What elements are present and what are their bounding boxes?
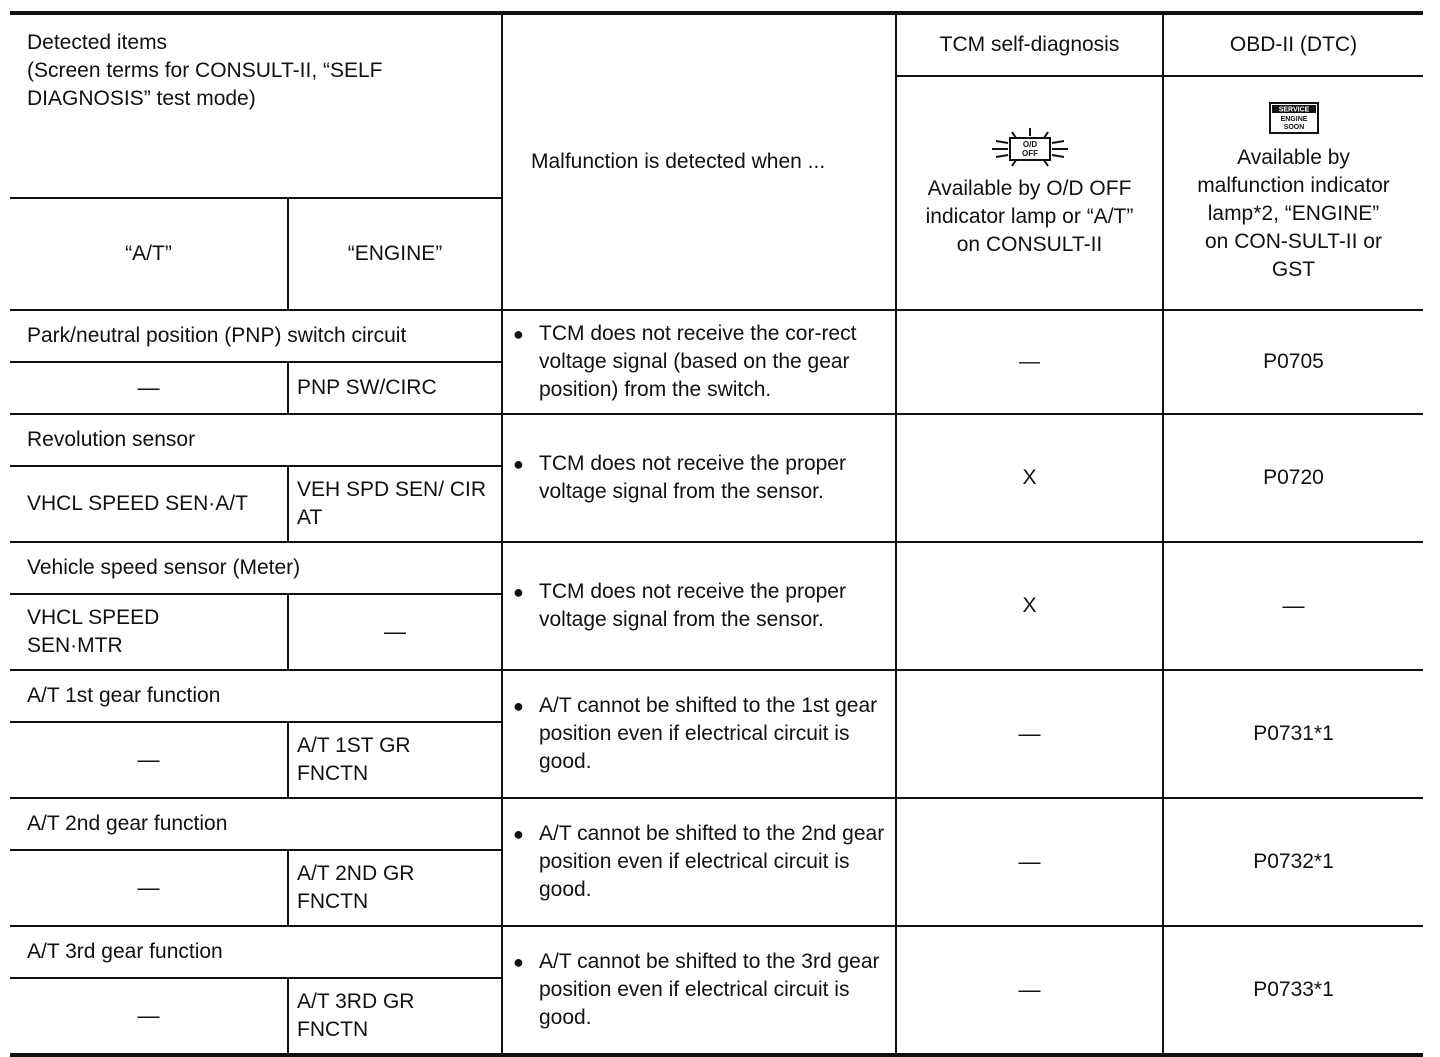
header-tcm-availability — [896, 76, 1163, 310]
detected-item: A/T 1st gear function — [10, 670, 502, 722]
header-tcm-self-diagnosis: TCM self-diagnosis — [896, 13, 1163, 76]
service-engine-soon-lamp-icon — [1269, 102, 1319, 134]
engine-term: A/T 2ND GR FNCTN — [288, 850, 502, 926]
tcm-cell: X — [896, 542, 1163, 670]
malfunction-text: A/T cannot be shifted to the 2nd gear position even if electrical circuit is good. — [539, 822, 885, 901]
od-off-lamp-text-top: O/D — [1022, 140, 1037, 149]
svg-text:ENGINE: ENGINE — [1280, 116, 1307, 123]
detected-item: Revolution sensor — [10, 414, 502, 466]
at-term: — — [10, 722, 288, 798]
engine-term: A/T 3RD GR FNCTN — [288, 978, 502, 1055]
svg-text:SERVICE: SERVICE — [1278, 106, 1309, 114]
tcm-cell: — — [896, 798, 1163, 926]
bullet-icon: ● — [513, 454, 524, 474]
header-obd-availability — [1163, 76, 1423, 310]
tcm-cell: X — [896, 414, 1163, 542]
malfunction-cell — [502, 670, 896, 798]
bullet-icon: ● — [513, 696, 524, 716]
at-term: — — [10, 978, 288, 1055]
obd-cell: P0720 — [1163, 414, 1423, 542]
tcm-cell: — — [896, 670, 1163, 798]
od-off-lamp-text-bottom: OFF — [1021, 149, 1038, 158]
od-off-lamp-icon — [982, 127, 1078, 167]
engine-term: — — [288, 594, 502, 670]
malfunction-text: A/T cannot be shifted to the 1st gear position even if electrical circuit is good. — [539, 694, 878, 773]
malfunction-cell — [502, 414, 896, 542]
malfunction-cell — [502, 926, 896, 1055]
obd-availability-text: Available by malfunction indicator lamp*2, “ENGINE” on CON-SULT-II or GST — [1197, 146, 1390, 281]
obd-cell: P0732*1 — [1163, 798, 1423, 926]
detected-item: A/T 2nd gear function — [10, 798, 502, 850]
detected-item: Park/neutral position (PNP) switch circuit — [10, 310, 502, 362]
malfunction-text: TCM does not receive the cor-rect voltage signal (based on the gear position) from the switch. — [539, 322, 857, 401]
engine-term: A/T 1ST GR FNCTN — [288, 722, 502, 798]
bullet-icon: ● — [513, 582, 524, 602]
svg-text:SOON: SOON — [1283, 124, 1304, 131]
self-diagnosis-table — [10, 11, 1423, 1057]
header-malfunction: Malfunction is detected when ... — [502, 13, 896, 310]
engine-term: VEH SPD SEN/ CIR AT — [288, 466, 502, 542]
bullet-icon: ● — [513, 952, 524, 972]
obd-cell: P0705 — [1163, 310, 1423, 414]
at-term: VHCL SPEED SEN·MTR — [10, 594, 288, 670]
detected-items-subtitle: (Screen terms for CONSULT-II, “SELF DIAGNOSIS” test mode) — [27, 59, 383, 110]
header-at: “A/T” — [10, 198, 288, 310]
obd-cell: P0731*1 — [1163, 670, 1423, 798]
malfunction-text: TCM does not receive the proper voltage signal from the sensor. — [539, 580, 846, 631]
at-term: — — [10, 850, 288, 926]
bullet-icon: ● — [513, 324, 524, 344]
detected-item: A/T 3rd gear function — [10, 926, 502, 978]
detected-item: Vehicle speed sensor (Meter) — [10, 542, 502, 594]
at-term: — — [10, 362, 288, 414]
malfunction-cell — [502, 542, 896, 670]
obd-cell: P0733*1 — [1163, 926, 1423, 1055]
header-obd-dtc: OBD-II (DTC) — [1163, 13, 1423, 76]
tcm-availability-text: Available by O/D OFF indicator lamp or “A/T” on CONSULT-II — [925, 177, 1134, 256]
malfunction-text: TCM does not receive the proper voltage signal from the sensor. — [539, 452, 846, 503]
malfunction-text: A/T cannot be shifted to the 3rd gear position even if electrical circuit is good. — [539, 950, 880, 1029]
engine-term: PNP SW/CIRC — [288, 362, 502, 414]
tcm-cell: — — [896, 926, 1163, 1055]
malfunction-cell — [502, 798, 896, 926]
malfunction-cell — [502, 310, 896, 414]
obd-cell: — — [1163, 542, 1423, 670]
header-engine: “ENGINE” — [288, 198, 502, 310]
detected-items-title: Detected items — [27, 31, 168, 54]
header-detected-items — [10, 13, 502, 198]
tcm-cell: — — [896, 310, 1163, 414]
bullet-icon: ● — [513, 824, 524, 844]
at-term: VHCL SPEED SEN·A/T — [10, 466, 288, 542]
